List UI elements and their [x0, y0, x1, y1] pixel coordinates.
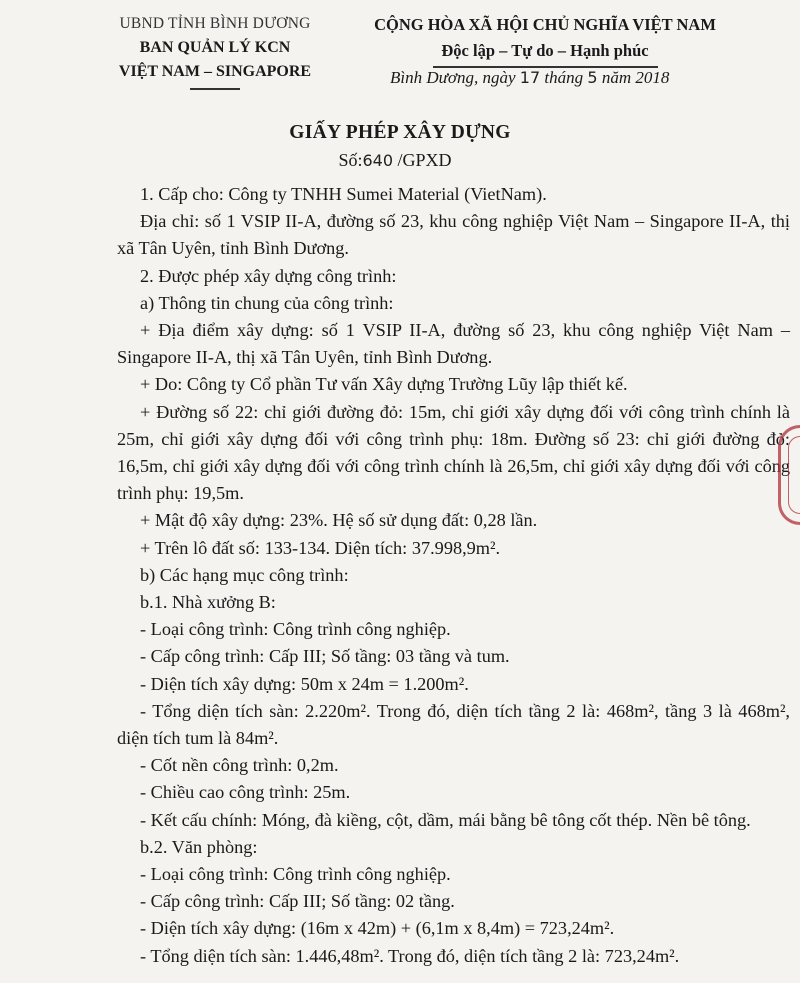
paragraph: 2. Được phép xây dựng công trình: — [140, 265, 397, 286]
paragraph: + Địa điểm xây dựng: số 1 VSIP II-A, đường số 23, khu công nghiệp Việt Nam – Singapore II-A, thị xã Tân Uyên, tỉnh Bình Dương. — [117, 320, 790, 368]
paragraph: - Tổng diện tích sàn: 1.446,48m². Trong đó, diện tích tầng 2 là: 723,24m². — [140, 945, 680, 966]
date-month: 5 — [587, 68, 598, 87]
paragraph: - Cấp công trình: Cấp III; Số tầng: 02 tầng. — [140, 891, 455, 912]
number-prefix: Số: — [338, 150, 363, 170]
country-name: CỘNG HÒA XÃ HỘI CHỦ NGHĨA VIỆT NAM — [374, 15, 716, 34]
paragraph: - Diện tích xây dựng: (16m x 42m) + (6,1m x 8,4m) = 723,24m². — [140, 918, 615, 939]
divider — [190, 88, 240, 90]
paragraph: - Kết cấu chính: Móng, đà kiềng, cột, dầm, mái bằng bê tông cốt thép. Nền bê tông. — [140, 809, 751, 830]
authority-line-2: BAN QUẢN LÝ KCN — [139, 39, 291, 56]
paragraph: b.2. Văn phòng: — [140, 836, 258, 857]
document-title: GIẤY PHÉP XÂY DỰNG — [289, 122, 511, 143]
official-seal — [778, 425, 800, 525]
paragraph: - Cốt nền công trình: 0,2m. — [140, 755, 339, 776]
national-motto — [360, 12, 730, 68]
authority-line-3: VIỆT NAM – SINGAPORE — [118, 63, 312, 80]
paragraph: 1. Cấp cho: Công ty TNHH Sumei Material (VietNam). — [140, 184, 547, 204]
issuing-authority — [95, 12, 335, 90]
date-month-label: tháng — [540, 68, 588, 87]
date-day: 17 — [519, 68, 541, 87]
authority-line-1: UBND TỈNH BÌNH DƯƠNG — [119, 15, 311, 32]
paragraph: Địa chỉ: số 1 VSIP II-A, đường số 23, khu công nghiệp Việt Nam – Singapore II-A, thị xã Tân Uyên, tỉnh Bình Dương. — [117, 211, 790, 259]
motto: Độc lập – Tự do – Hạnh phúc — [441, 41, 649, 60]
paragraph: + Trên lô đất số: 133-134. Diện tích: 37.998,9m². — [140, 537, 501, 558]
number-suffix: /GPXD — [393, 150, 452, 170]
paragraph: - Chiều cao công trình: 25m. — [140, 782, 351, 803]
document-number — [0, 150, 790, 171]
paragraph: - Loại công trình: Công trình công nghiệp. — [140, 619, 451, 640]
date-year: năm 2018 — [597, 68, 670, 87]
paragraph: + Do: Công ty Cổ phần Tư vấn Xây dựng Trường Lũy lập thiết kế. — [140, 374, 628, 395]
paragraph: - Cấp công trình: Cấp III; Số tầng: 03 tầng và tum. — [140, 646, 510, 667]
date-prefix: Bình Dương, ngày — [390, 68, 520, 87]
number-value: 640 — [362, 151, 394, 170]
paragraph: - Tổng diện tích sàn: 2.220m². Trong đó, diện tích tầng 2 là: 468m², tầng 3 là 468m², diện tích tum là 84m². — [117, 700, 790, 749]
paragraph: + Đường số 22: chỉ giới đường đỏ: 15m, chỉ giới xây dựng đối với công trình chính là 25m, chỉ giới xây dựng đối với công trình phụ: 18m. Đường số 23: chỉ giới đường đỏ: 16,5m, chỉ giới xây dựng đối với công trình chính là 26,5m, chỉ giới xây dựng đối với công trình phụ: 19,5m. — [117, 401, 790, 504]
paragraph: b.1. Nhà xưởng B: — [140, 592, 276, 613]
paragraph: a) Thông tin chung của công trình: — [140, 292, 394, 313]
document-body — [117, 181, 790, 970]
paragraph: b) Các hạng mục công trình: — [140, 564, 349, 585]
document-date — [390, 68, 669, 88]
paragraph: - Loại công trình: Công trình công nghiệp. — [140, 864, 451, 885]
paragraph: + Mật độ xây dựng: 23%. Hệ số sử dụng đất: 0,28 lần. — [140, 510, 538, 531]
paragraph: - Diện tích xây dựng: 50m x 24m = 1.200m². — [140, 673, 469, 694]
